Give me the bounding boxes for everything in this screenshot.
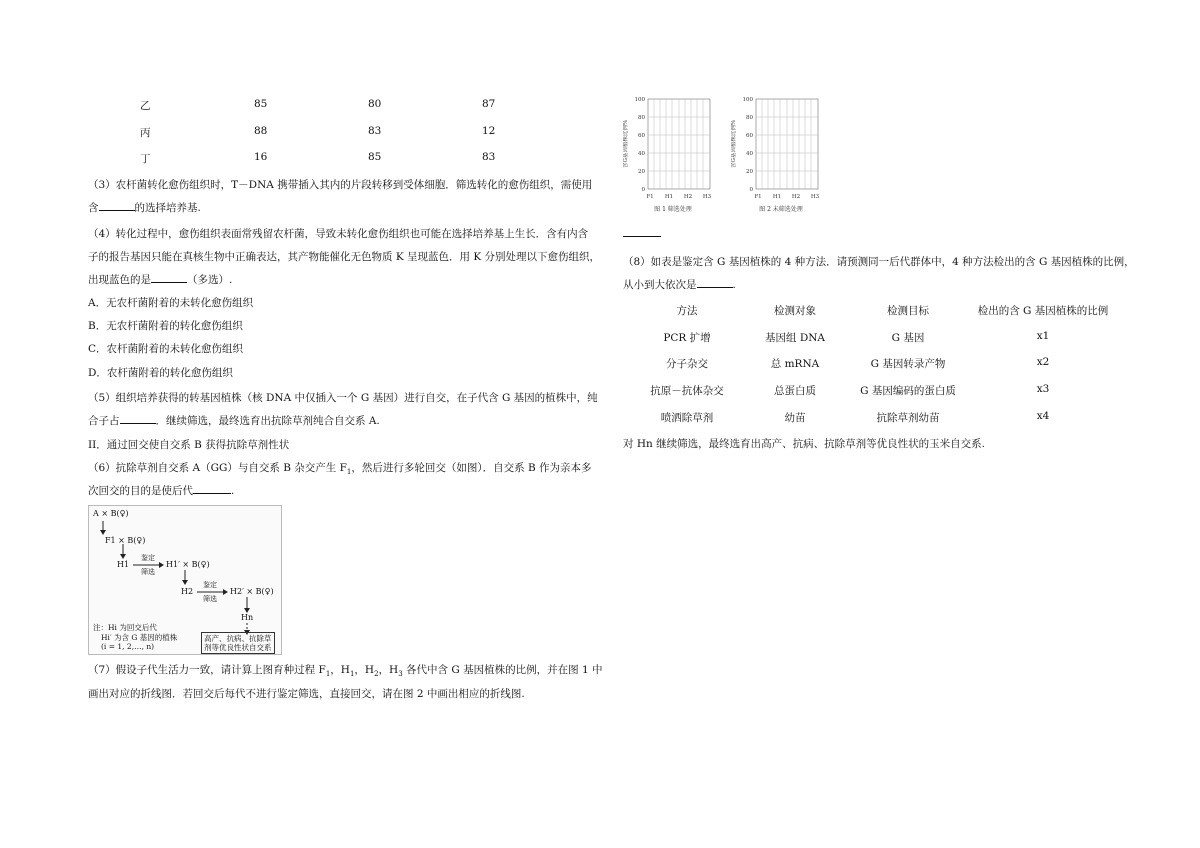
- option-b: B．无农杆菌附着的转化愈伤组织: [88, 320, 243, 332]
- result-line: 高产、抗病、抗除草: [204, 634, 272, 643]
- cell: 16: [254, 151, 268, 163]
- row-name: 丁: [140, 153, 151, 165]
- subscript: 3: [398, 670, 403, 679]
- cell: 喷洒除草剂: [660, 412, 714, 424]
- q8-line2: [623, 278, 736, 292]
- text: ，H: [354, 664, 375, 676]
- text: 含: [88, 202, 99, 214]
- flow-note3: (i = 1, 2,…, n): [101, 642, 155, 651]
- text: 各代中含 G 基因植株的比例，并在图 1 中: [402, 664, 603, 676]
- text: ，H: [378, 664, 399, 676]
- q5-line2: [88, 414, 380, 428]
- table-header: [623, 303, 1143, 323]
- y-ticks: [635, 97, 646, 193]
- flow-label1b: 筛选: [141, 568, 155, 576]
- option-c: C．农杆菌附着的未转化愈伤组织: [88, 343, 244, 355]
- backcross-flowchart: [88, 505, 282, 655]
- y-tick: 80: [638, 115, 645, 121]
- answer-blank[interactable]: [193, 484, 231, 494]
- flow-h2p: H2′ × B(♀): [230, 587, 274, 596]
- text: ，H: [330, 664, 350, 676]
- cell: 幼苗: [784, 412, 806, 424]
- q4-line3: [88, 273, 232, 287]
- text: 从小到大依次是: [623, 279, 697, 291]
- cell: 88: [254, 125, 268, 137]
- option-a: A．无农杆菌附着的未转化愈伤组织: [88, 297, 254, 309]
- q4-line2: 子的报告基因只能在真核生物中正确表达，其产物能催化无色物质 K 呈现蓝色．用 K 分别处理以下愈伤组织，: [88, 251, 601, 263]
- text: 出现蓝色的是: [88, 274, 151, 286]
- y-tick: 100: [634, 97, 645, 103]
- header-cell: 检测目标: [887, 305, 929, 317]
- subscript: 1: [349, 670, 355, 679]
- text: .: [231, 485, 235, 497]
- table-row: [623, 356, 1143, 376]
- subscript: 1: [325, 670, 331, 679]
- q6-line1: [88, 461, 592, 479]
- answer-blank[interactable]: [151, 273, 187, 283]
- answer-blank[interactable]: [120, 414, 156, 424]
- text: 合子占: [88, 415, 120, 427]
- y-tick: 60: [638, 133, 645, 139]
- x-tick: F1: [754, 194, 762, 200]
- flow-label1a: 鉴定: [141, 554, 155, 562]
- cell: x2: [1036, 356, 1050, 368]
- table-row: [623, 330, 1143, 350]
- y-tick: 0: [641, 187, 645, 193]
- x-ticks: [754, 194, 819, 200]
- cell: 83: [368, 125, 382, 137]
- cell: x1: [1036, 330, 1050, 342]
- y-tick: 20: [638, 169, 645, 175]
- subscript: 2: [374, 670, 379, 679]
- flow-h1p: H1′ × B(♀): [166, 560, 210, 569]
- cell: G 基因编码的蛋白质: [860, 385, 956, 397]
- flow-hn: Hn: [241, 613, 254, 622]
- row-name: 乙: [140, 100, 151, 112]
- flow-row2: F1 × B(♀): [105, 536, 146, 545]
- cell: 87: [482, 98, 496, 110]
- x-tick: H2: [683, 194, 693, 200]
- answer-blank[interactable]: [697, 278, 733, 288]
- cell: G 基因: [891, 332, 925, 344]
- result-line: 剂等优良性状自交系: [204, 643, 272, 652]
- table-row: [623, 410, 1143, 430]
- flow-note1: 注：Hi 为回交后代: [93, 623, 157, 632]
- cell: x4: [1036, 410, 1050, 422]
- cell: 抗原－抗体杂交: [650, 385, 724, 397]
- cell: 总蛋白质: [774, 385, 816, 397]
- cell: 85: [254, 98, 268, 110]
- answer-blank[interactable]: [99, 201, 135, 211]
- cell: x3: [1036, 383, 1050, 395]
- chart-ylabel: 含G基因植株比例%: [623, 119, 629, 169]
- flow-h1: H1: [117, 560, 130, 569]
- y-tick: 40: [746, 151, 753, 157]
- cell: 抗除草剂幼苗: [876, 412, 940, 424]
- q3-line1: （3）农杆菌转化愈伤组织时，T－DNA 携带插入其内的片段转移到受体细胞．筛选转化的愈伤组织，需使用: [88, 179, 593, 191]
- cell: 基因组 DNA: [764, 332, 826, 344]
- flow-row1: A × B(♀): [93, 509, 129, 518]
- x-tick: H3: [810, 194, 820, 200]
- table-row: [88, 125, 593, 145]
- table-row: [88, 98, 593, 118]
- text: ，然后进行多轮回交（如图）．自交系 B 作为亲本多: [351, 462, 592, 474]
- chart-caption: 图 2 未筛选处理: [759, 206, 803, 213]
- cell: 83: [482, 151, 496, 163]
- text: ．继续筛选，最终选育出抗除草剂纯合自交系 A.: [155, 415, 380, 427]
- table-row: [623, 383, 1143, 403]
- x-tick: H1: [664, 194, 674, 200]
- flow-label2a: 鉴定: [203, 581, 217, 589]
- text: （7）假设子代生活力一致，请计算上图育种过程 F: [88, 664, 326, 676]
- subscript: 1: [346, 468, 352, 477]
- chart-ylabel: 含G基因植株比例%: [731, 119, 737, 169]
- header-cell: 检出的含 G 基因植株的比例: [977, 305, 1109, 317]
- cell: 分子杂交: [666, 358, 708, 370]
- y-tick: 20: [746, 169, 753, 175]
- chart-figure2: [731, 94, 826, 219]
- cell: PCR 扩增: [663, 332, 711, 344]
- flow-label2b: 筛选: [203, 595, 217, 603]
- x-tick: H2: [791, 194, 801, 200]
- y-tick: 100: [742, 97, 753, 103]
- flow-note2: Hi′ 为含 G 基因的植株: [101, 633, 178, 642]
- y-tick: 60: [746, 133, 753, 139]
- y-tick: 80: [746, 115, 753, 121]
- y-ticks: [743, 97, 754, 193]
- option-d: D．农杆菌附着的转化愈伤组织: [88, 367, 233, 379]
- flow-result-box: [201, 632, 275, 654]
- text: （6）抗除草剂自交系 A（GG）与自交系 B 杂交产生 F: [88, 462, 347, 474]
- answer-blank[interactable]: [623, 236, 661, 237]
- x-tick: H1: [772, 194, 782, 200]
- cell: 80: [368, 98, 382, 110]
- chart-figure1: [623, 94, 718, 219]
- y-tick: 0: [749, 187, 753, 193]
- cell: 总 mRNA: [770, 358, 820, 370]
- chart-caption: 图 1 筛选处理: [654, 206, 692, 213]
- cell: 12: [482, 125, 496, 137]
- text: .: [732, 279, 736, 291]
- q7-line1: [88, 663, 602, 681]
- x-tick: H3: [702, 194, 712, 200]
- header-cell: 方法: [676, 305, 698, 317]
- x-ticks: [646, 194, 711, 200]
- text: 的选择培养基.: [134, 202, 201, 214]
- chart-grid: [648, 99, 710, 189]
- text: 次回交的目的是使后代: [88, 485, 193, 497]
- table-row: [88, 151, 593, 171]
- q6-line2: [88, 484, 234, 498]
- cell: G 基因转录产物: [870, 358, 946, 370]
- text: （多选）.: [187, 274, 233, 286]
- q7-line2: 画出对应的折线图．若回交后每代不进行鉴定筛选，直接回交，请在图 2 中画出相应的折线图.: [88, 688, 525, 700]
- q4-line1: （4）转化过程中，愈伤组织表面常残留农杆菌，导致未转化愈伤组织也可能在选择培养基上生长．含有内含: [88, 228, 589, 240]
- header-cell: 检测对象: [774, 305, 816, 317]
- y-tick: 40: [638, 151, 645, 157]
- part2-heading: II．通过回交使自交系 B 获得抗除草剂性状: [88, 439, 290, 451]
- q8-line1: （8）如表是鉴定含 G 基因植株的 4 种方法．请预测同一后代群体中，4 种方法检出的含 G 基因植株的比例，: [623, 256, 1135, 268]
- q3-line2: [88, 201, 201, 215]
- chart-grid: [756, 99, 818, 189]
- closing-line: 对 Hn 继续筛选，最终选育出高产、抗病、抗除草剂等优良性状的玉米自交系.: [623, 438, 985, 450]
- q5-line1: （5）组织培养获得的转基因植株（核 DNA 中仅插入一个 G 基因）进行自交，在子代含 G 基因的植株中，纯: [88, 392, 598, 404]
- cell: 85: [368, 151, 382, 163]
- x-tick: F1: [646, 194, 654, 200]
- row-name: 丙: [140, 127, 151, 139]
- flow-h2: H2: [181, 587, 194, 596]
